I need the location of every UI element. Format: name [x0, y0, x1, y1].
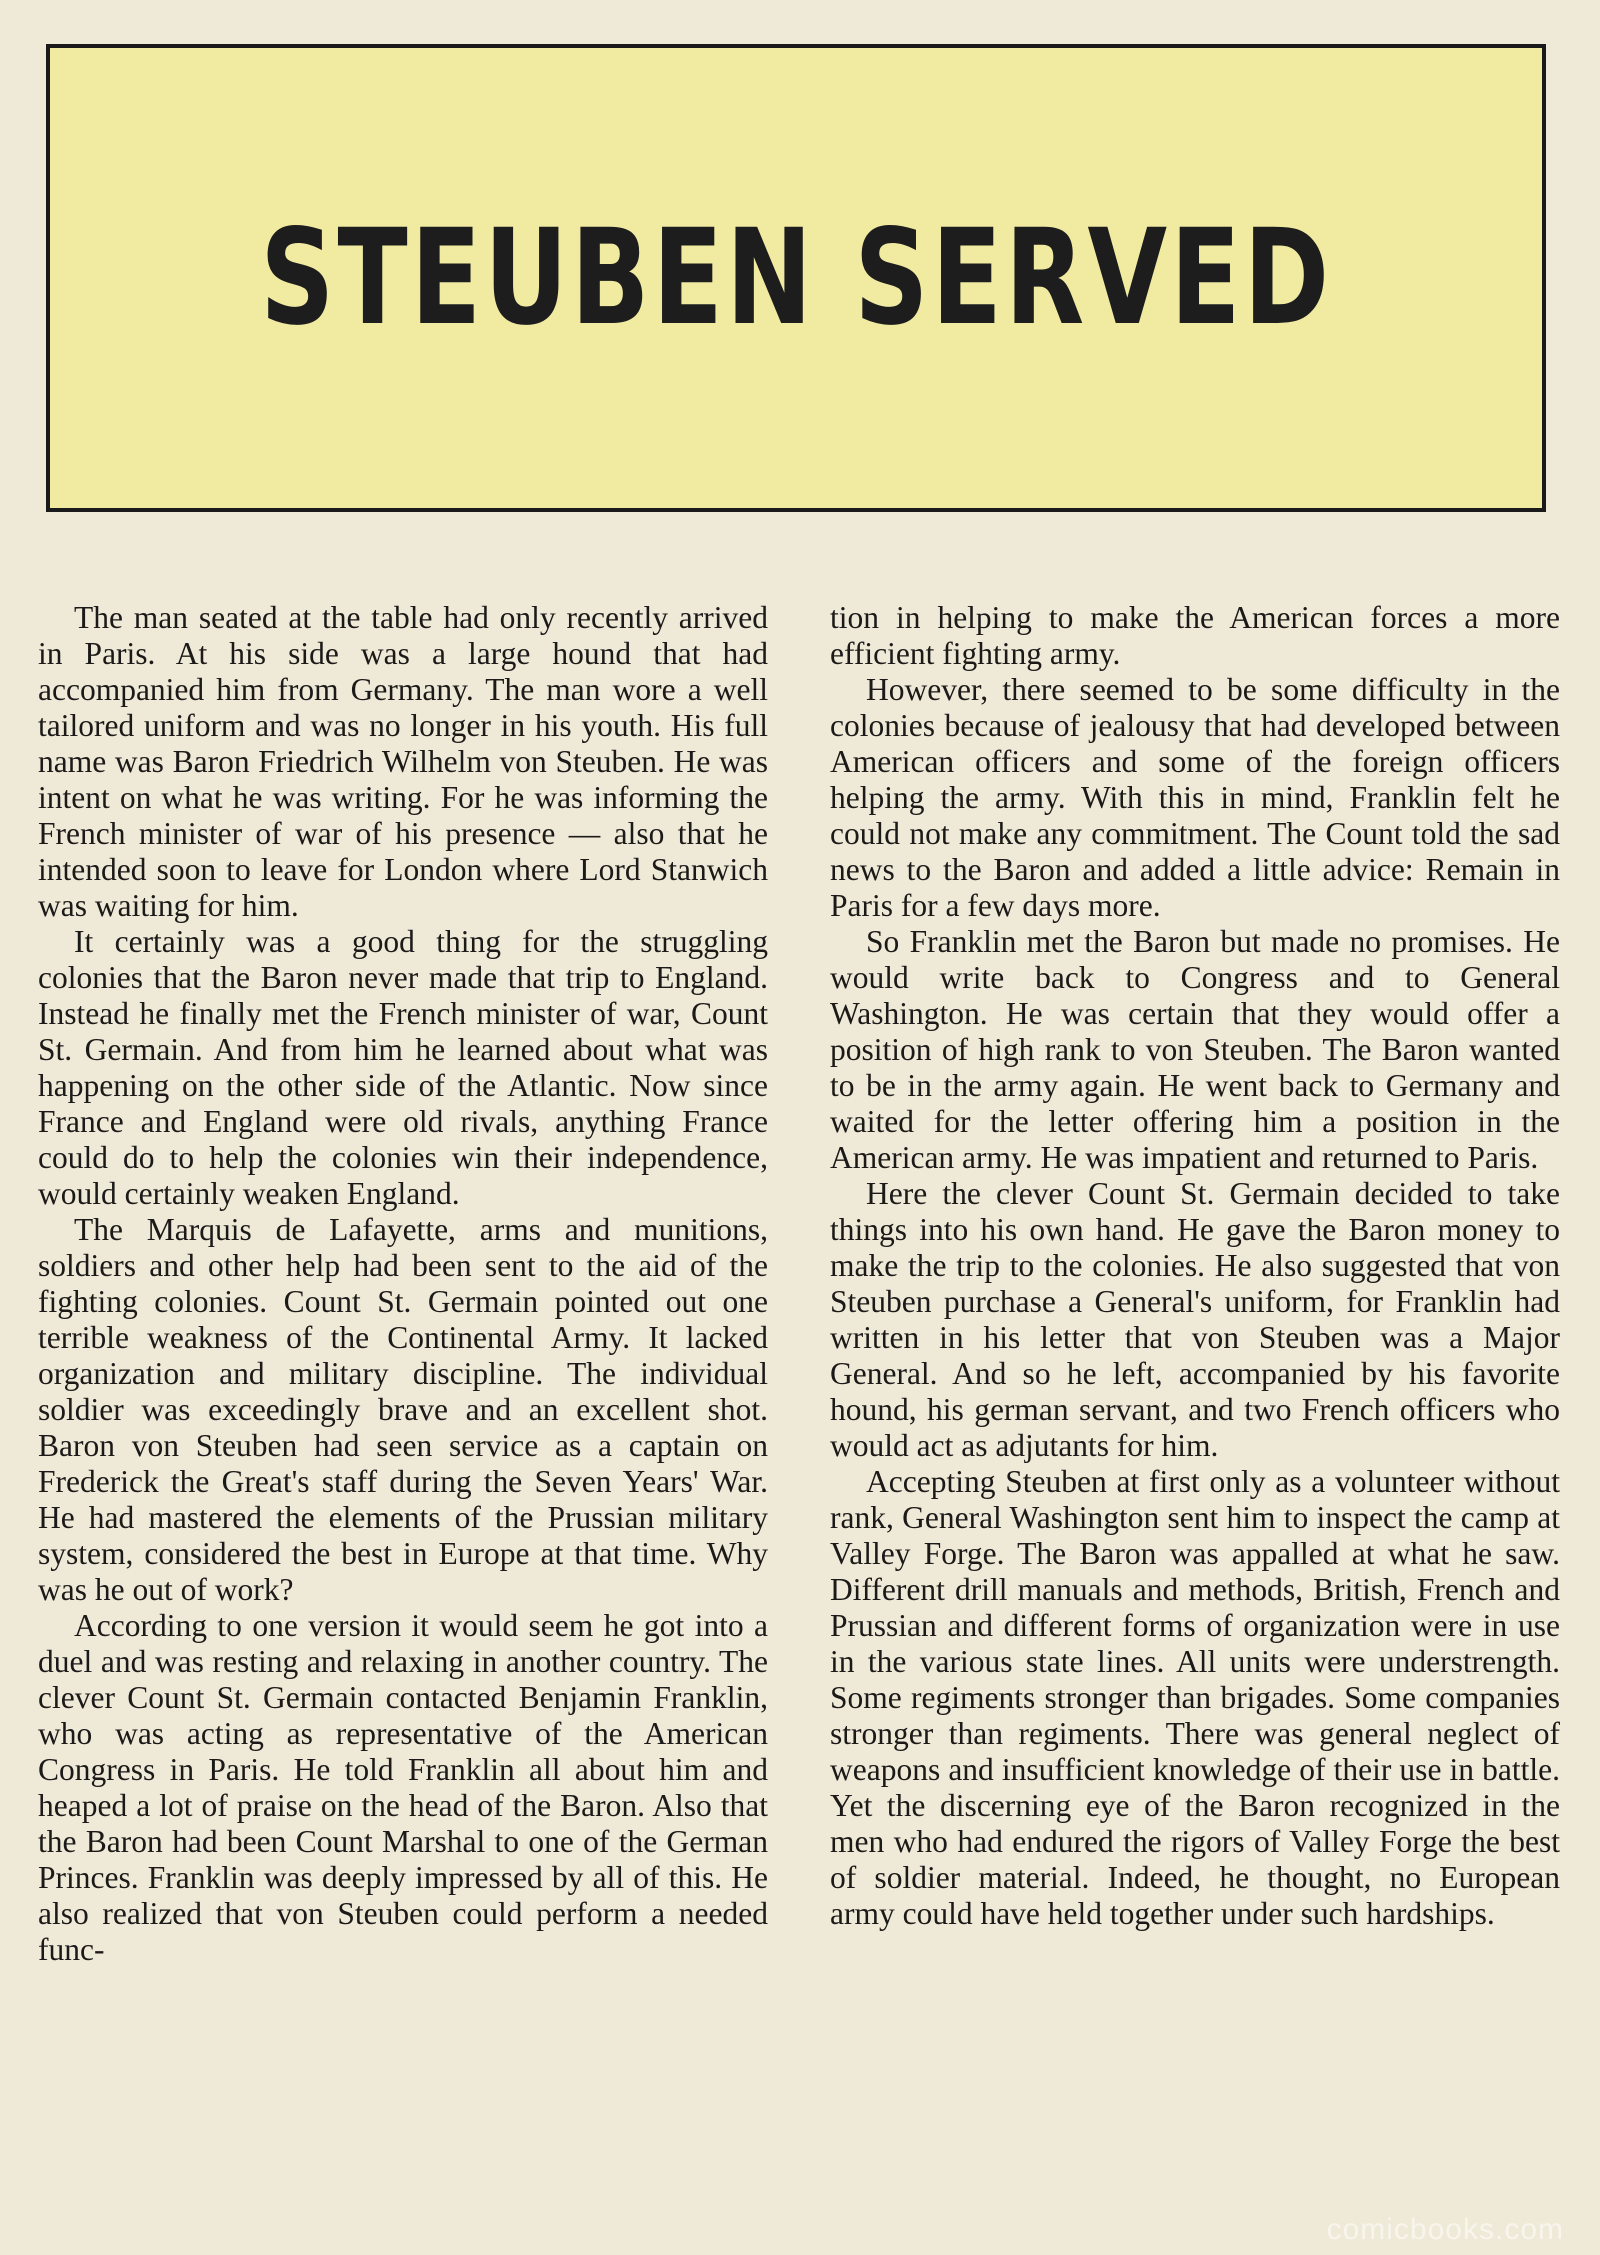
paragraph: So Franklin met the Baron but made no promises. He would write back to Congress and to General Washington. He was certain that they would offer a position of high rank to von Steuben. The Baron wanted to be in the army again. He went back to Germany and waited for the letter offering him a position in the American army. He was impatient and returned to Paris. — [830, 924, 1560, 1175]
page-title: STEUBEN SERVED — [259, 201, 1333, 355]
article-body — [38, 600, 1560, 2225]
paragraph: The man seated at the table had only recently arrived in Paris. At his side was a large hound that had accompanied him from Germany. The man wore a well tailored uniform and was no longer in his youth. His full name was Baron Friedrich Wilhelm von Steuben. He was intent on what he was writing. For he was informing the French minister of war of his presence — also that he intended soon to leave for London where Lord Stanwich was waiting for him. — [38, 600, 768, 923]
paragraph: According to one version it would seem he got into a duel and was resting and relaxing in another country. The clever Count St. Germain contacted Benjamin Franklin, who was acting as representative of the American Congress in Paris. He told Franklin all about him and heaped a lot of praise on the head of the Baron. Also that the Baron had been Count Marshal to one of the German Princes. Franklin was deeply impressed by all of this. He also realized that von Steuben could perform a needed func- — [38, 1608, 768, 1967]
paragraph: It certainly was a good thing for the struggling colonies that the Baron never made that trip to England. Instead he finally met the French minister of war, Count St. Germain. And from him he learned about what was happening on the other side of the Atlantic. Now since France and England were old rivals, anything France could do to help the colonies win their independence, would certainly weaken England. — [38, 924, 768, 1211]
paragraph: tion in helping to make the American forces a more efficient fighting army. — [830, 600, 1560, 671]
paragraph: Here the clever Count St. Germain decided to take things into his own hand. He gave the Baron money to make the trip to the colonies. He also suggested that von Steuben purchase a General's uniform, for Franklin had written in his letter that von Steuben was a Major General. And so he left, accompanied by his favorite hound, his german servant, and two French officers who would act as adjutants for him. — [830, 1176, 1560, 1463]
left-column — [38, 600, 768, 2225]
watermark: comicbooks.com — [1326, 2213, 1564, 2246]
right-column — [830, 600, 1560, 2225]
title-banner — [46, 44, 1546, 512]
paragraph: The Marquis de Lafayette, arms and munitions, soldiers and other help had been sent to the aid of the fighting colonies. Count St. Germain pointed out one terrible weakness of the Continental Army. It lacked organization and military discipline. The individual soldier was exceedingly brave and an excellent shot. Baron von Steuben had seen service as a captain on Frederick the Great's staff during the Seven Years' War. He had mastered the elements of the Prussian military system, considered the best in Europe at that time. Why was he out of work? — [38, 1212, 768, 1607]
paragraph: However, there seemed to be some difficulty in the colonies because of jealousy that had developed between American officers and some of the foreign officers helping the army. With this in mind, Franklin felt he could not make any commitment. The Count told the sad news to the Baron and added a little advice: Remain in Paris for a few days more. — [830, 672, 1560, 923]
paragraph: Accepting Steuben at first only as a volunteer without rank, General Washington sent him to inspect the camp at Valley Forge. The Baron was appalled at what he saw. Different drill manuals and methods, British, French and Prussian and different forms of organization were in use in the various state lines. All units were understrength. Some regiments stronger than brigades. Some companies stronger than regiments. There was general neglect of weapons and insufficient knowledge of their use in battle. Yet the discerning eye of the Baron recognized in the men who had endured the rigors of Valley Forge the best of soldier material. Indeed, he thought, no European army could have held together under such hardships. — [830, 1464, 1560, 1931]
